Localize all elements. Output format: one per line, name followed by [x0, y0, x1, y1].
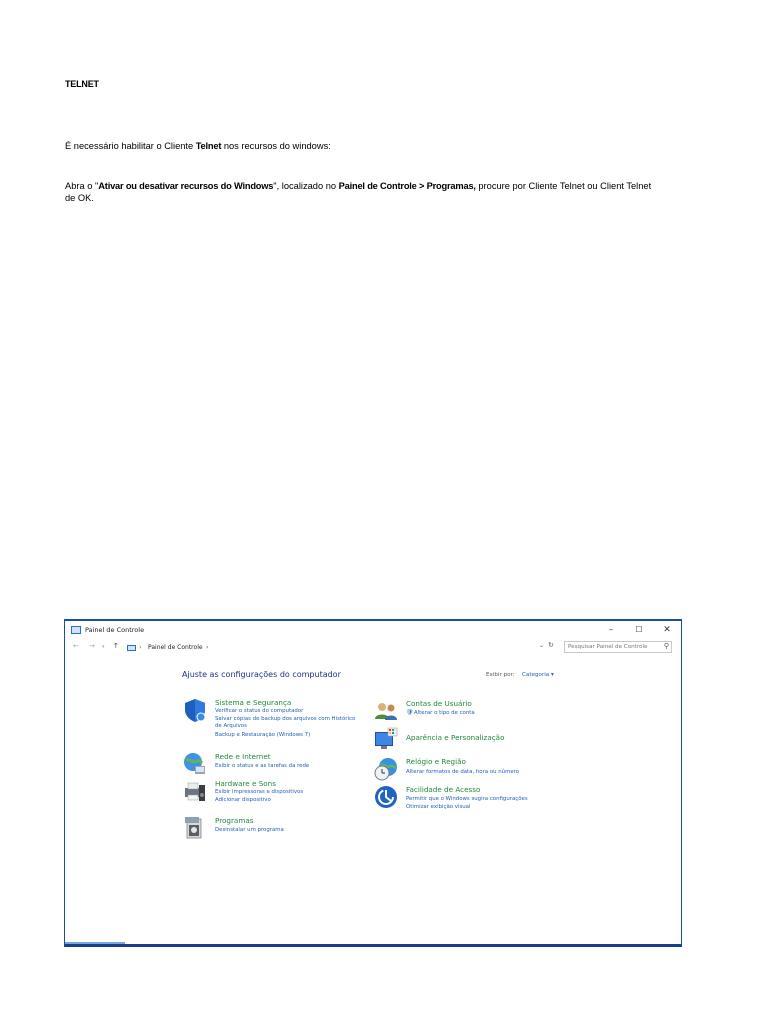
refresh-icon[interactable]: ↻ — [548, 641, 554, 649]
shield-icon[interactable] — [183, 698, 207, 722]
close-button[interactable]: ✕ — [663, 625, 671, 635]
search-icon[interactable]: ⚲ — [663, 642, 669, 650]
control-panel-window — [64, 619, 682, 947]
telnet-bold: Telnet — [195, 141, 222, 151]
control-panel-path-bold: Painel de Controle > Programas, — [338, 181, 476, 191]
category-title[interactable]: Rede e Internet — [215, 752, 271, 761]
programs-icon[interactable] — [183, 816, 207, 840]
address-bar[interactable] — [123, 642, 556, 655]
forward-arrow-icon[interactable]: → — [89, 642, 95, 650]
breadcrumb-separator-icon[interactable]: › — [206, 644, 209, 651]
minimize-button[interactable]: – — [608, 625, 614, 635]
page-heading: Ajuste as configurações do computador — [182, 670, 341, 679]
paragraph-instructions: Abra o "Ativar ou desativar recursos do Windows", localizado no Painel de Controle > Programas, procure por Cliente Telnet ou Client Telnet de OK. — [65, 181, 652, 203]
printer-speaker-icon[interactable] — [183, 779, 207, 803]
category-title[interactable]: Relógio e Região — [406, 757, 466, 766]
uac-shield-icon: 🛡 — [406, 709, 414, 716]
control-panel-breadcrumb-icon — [127, 645, 136, 651]
category-title[interactable]: Sistema e Segurança — [215, 698, 292, 707]
monitor-palette-icon[interactable] — [374, 727, 398, 751]
maximize-button[interactable]: ☐ — [635, 625, 643, 634]
category-link[interactable]: Exibir o status e as tarefas da rede — [215, 763, 310, 769]
category-link[interactable]: de Arquivos — [215, 723, 247, 729]
address-dropdown-chevron-icon[interactable]: ⌄ — [539, 642, 545, 649]
category-link[interactable]: Adicionar dispositivo — [215, 797, 271, 803]
document-title: TELNET — [65, 79, 99, 89]
back-arrow-icon[interactable]: ← — [73, 642, 79, 650]
category-title[interactable]: Contas de Usuário — [406, 699, 472, 708]
paragraph-enable-telnet: É necessário habilitar o Cliente Telnet nos recursos do windows: — [65, 141, 331, 151]
windows-features-bold: Ativar ou desativar recursos do Windows — [98, 181, 274, 191]
category-title[interactable]: Aparência e Personalização — [406, 733, 505, 742]
breadcrumb-control-panel[interactable]: Painel de Controle — [148, 644, 203, 651]
category-link[interactable]: Verificar o status do computador — [215, 708, 304, 714]
taskbar-strip — [65, 942, 125, 944]
category-title[interactable]: Hardware e Sons — [215, 779, 276, 788]
category-link[interactable]: Otimizar exibição visual — [406, 804, 471, 810]
search-placeholder: Pesquisar Painel de Controle — [568, 644, 648, 650]
category-link[interactable]: Backup e Restauração (Windows 7) — [215, 732, 311, 738]
category-link[interactable]: Permitir que o Windows sugira configurações — [406, 796, 528, 802]
clock-globe-icon[interactable] — [374, 757, 398, 781]
category-link[interactable]: Desinstalar um programa — [215, 827, 284, 833]
category-link[interactable]: Salvar cópias de backup dos arquivos com Histórico — [215, 716, 356, 722]
recent-locations-chevron-icon[interactable]: ▾ — [102, 644, 105, 650]
view-by-label: Exibir por: — [486, 672, 515, 678]
category-link[interactable]: Alterar formatos de data, hora ou número — [406, 769, 520, 775]
search-input[interactable] — [564, 641, 672, 653]
category-title[interactable]: Facilidade de Acesso — [406, 785, 481, 794]
category-link[interactable]: Alterar o tipo de conta — [414, 710, 475, 716]
window-title: Painel de Controle — [85, 626, 145, 634]
category-link[interactable]: Exibir impressoras e dispositivos — [215, 789, 304, 795]
breadcrumb-separator-icon[interactable]: › — [139, 644, 142, 651]
users-icon[interactable] — [374, 699, 398, 723]
control-panel-app-icon — [71, 626, 81, 634]
globe-network-icon[interactable] — [183, 752, 207, 776]
address-row — [65, 641, 681, 655]
accessibility-icon[interactable] — [374, 785, 398, 809]
view-by-dropdown[interactable]: Categoria ▾ — [522, 672, 554, 678]
window-titlebar — [65, 621, 681, 639]
up-arrow-icon[interactable]: ↑ — [113, 642, 119, 650]
category-title[interactable]: Programas — [215, 816, 254, 825]
